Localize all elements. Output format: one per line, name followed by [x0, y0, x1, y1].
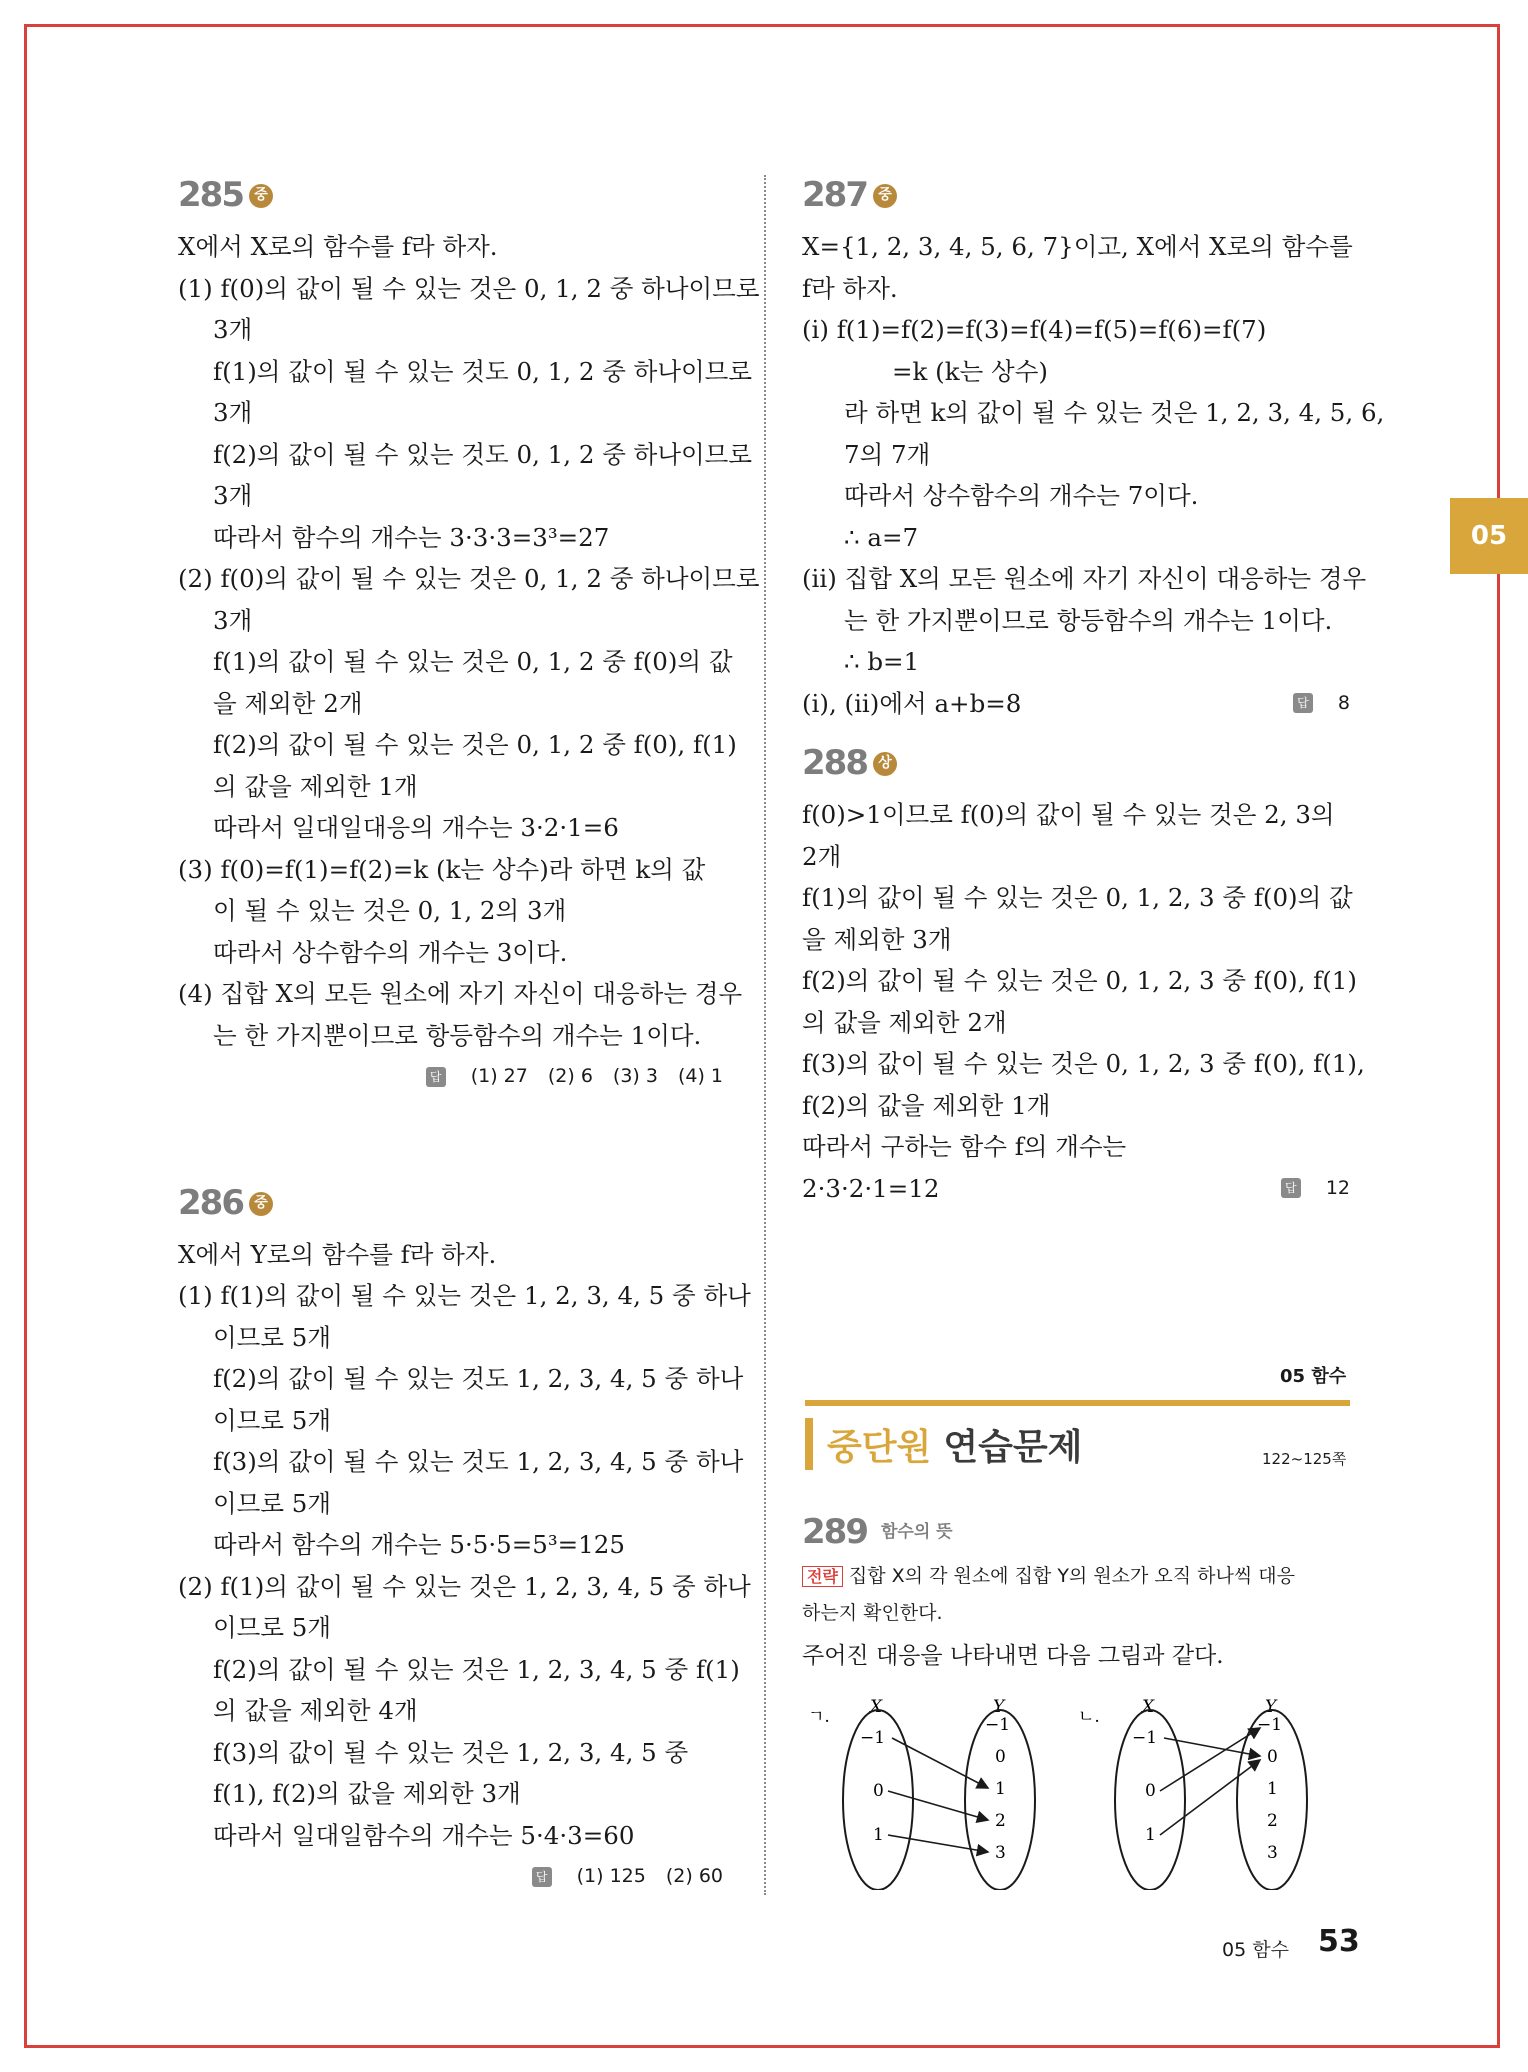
solution-line: 7의 7개 — [844, 439, 931, 469]
solution-line: 따라서 상수함수의 개수는 7이다. — [844, 481, 1199, 510]
answer-288 — [1281, 1168, 1350, 1210]
solution-line: =k (k는 상수) — [892, 356, 1048, 386]
solution-line: 의 값을 제외한 2개 — [802, 1007, 1007, 1037]
solution-line: 는 한 가지뿐이므로 항등함수의 개수는 1이다. — [844, 605, 1333, 635]
answer-mark-icon: 답 — [1281, 1178, 1301, 1198]
answer-part: (2) 6 — [547, 1065, 593, 1087]
answer-mark-icon: 답 — [1293, 693, 1313, 713]
x-element: 1 — [1145, 1825, 1156, 1845]
right-column — [802, 170, 1385, 1209]
set-y-label: Y — [1265, 1697, 1277, 1717]
problem-number: 286 — [178, 1182, 243, 1223]
solution-line: 따라서 함수의 개수는 3·3·3=3³=27 — [213, 522, 610, 552]
solution-line: f(2)의 값이 될 수 있는 것은 0, 1, 2, 3 중 f(0), f(1) — [802, 966, 1357, 995]
answer-287 — [1293, 683, 1350, 725]
answer-part: (1) 125 — [576, 1865, 646, 1887]
solution-line: f(1)의 값이 될 수 있는 것은 0, 1, 2, 3 중 f(0)의 값 — [802, 883, 1353, 912]
y-element: 0 — [1267, 1747, 1278, 1767]
solution-line: 3개 — [213, 605, 253, 635]
y-element: 2 — [1267, 1811, 1278, 1831]
strategy-text: 하는지 확인한다. — [802, 1602, 943, 1624]
answer-part: 8 — [1337, 691, 1350, 714]
problem-289-header — [802, 1510, 1352, 1554]
solution-line: 이므로 5개 — [213, 1488, 332, 1518]
section-title-accent: 중단원 — [827, 1426, 932, 1468]
answer-part: (2) 60 — [665, 1865, 723, 1887]
diagram-label: ㄱ. — [808, 1707, 830, 1727]
y-element: 2 — [995, 1811, 1006, 1831]
solution-line: 따라서 일대일대응의 개수는 3·2·1=6 — [213, 813, 619, 842]
problem-number: 289 — [802, 1512, 867, 1552]
answer-mark-icon: 답 — [426, 1067, 446, 1087]
solution-line: f(2)의 값이 될 수 있는 것은 1, 2, 3, 4, 5 중 f(1) — [213, 1654, 740, 1684]
problem-tag: 함수의 뜻 — [880, 1522, 953, 1542]
problem-289 — [802, 1510, 1352, 1675]
solution-line: 3개 — [213, 398, 253, 427]
diagram-a — [808, 1697, 1035, 1890]
answer-part: 12 — [1325, 1176, 1350, 1199]
diagram-b — [1078, 1697, 1307, 1890]
answer-part: (3) 3 — [612, 1065, 658, 1087]
x-element: −1 — [860, 1728, 886, 1748]
x-element: 0 — [873, 1781, 884, 1801]
solution-line: f(1)의 값이 될 수 있는 것은 0, 1, 2 중 f(0)의 값 — [213, 647, 733, 676]
y-element: −1 — [1257, 1715, 1283, 1735]
y-element: 1 — [995, 1779, 1006, 1799]
solution-line: f(2)의 값이 될 수 있는 것도 0, 1, 2 중 하나이므로 — [213, 439, 752, 469]
left-column — [178, 170, 760, 1898]
p288-conclusion-row — [802, 1168, 1350, 1210]
solution-line: f(1)의 값이 될 수 있는 것도 0, 1, 2 중 하나이므로 — [213, 356, 752, 386]
solution-line: (1) f(0)의 값이 될 수 있는 것은 0, 1, 2 중 하나이므로 — [178, 273, 760, 303]
difficulty-badge: 상 — [873, 752, 897, 776]
solution-line: (i) f(1)=f(2)=f(3)=f(4)=f(5)=f(6)=f(7) — [802, 315, 1267, 344]
solution-line: f(3)의 값이 될 수 있는 것도 1, 2, 3, 4, 5 중 하나 — [213, 1447, 744, 1476]
footer-chapter-label: 05 함수 — [1222, 1939, 1289, 1961]
x-element: 1 — [873, 1825, 884, 1845]
solution-line: f라 하자. — [802, 273, 898, 303]
problem-number: 285 — [178, 175, 243, 216]
set-x-label: X — [870, 1697, 883, 1717]
strategy-label: 전략 — [802, 1566, 843, 1587]
answer-mark-icon: 답 — [532, 1867, 552, 1887]
section-pages: 122~125쪽 — [1262, 1450, 1347, 1468]
solution-line: (1) f(1)의 값이 될 수 있는 것은 1, 2, 3, 4, 5 중 하나 — [178, 1281, 751, 1310]
mapping-arrow — [892, 1738, 988, 1788]
solution-line: f(1), f(2)의 값을 제외한 3개 — [213, 1779, 521, 1808]
chapter-label: 05 함수 — [1280, 1366, 1347, 1387]
solution-line: (i), (ii)에서 a+b=8 — [802, 688, 1022, 718]
solution-line: f(3)의 값이 될 수 있는 것은 1, 2, 3, 4, 5 중 — [213, 1737, 689, 1767]
solution-line: (2) f(0)의 값이 될 수 있는 것은 0, 1, 2 중 하나이므로 — [178, 564, 760, 593]
problem-287-header — [802, 170, 1350, 222]
solution-line: f(3)의 값이 될 수 있는 것은 0, 1, 2, 3 중 f(0), f(1), — [802, 1049, 1365, 1078]
solution-line: 이므로 5개 — [213, 1322, 332, 1352]
answer-part: (1) 27 — [470, 1065, 528, 1087]
solution-line: (3) f(0)=f(1)=f(2)=k (k는 상수)라 하면 k의 값 — [178, 854, 706, 884]
solution-line: 따라서 일대일함수의 개수는 5·4·3=60 — [213, 1820, 635, 1850]
mapping-arrow — [1160, 1760, 1260, 1835]
solution-line: 이므로 5개 — [213, 1613, 332, 1642]
solution-line: 의 값을 제외한 4개 — [213, 1696, 418, 1725]
difficulty-badge: 중 — [249, 184, 273, 208]
solution-line: 는 한 가지뿐이므로 항등함수의 개수는 1이다. — [213, 1020, 702, 1050]
y-element: 1 — [1267, 1779, 1278, 1799]
given-text: 주어진 대응을 나타내면 다음 그림과 같다. — [802, 1643, 1224, 1669]
difficulty-badge: 중 — [249, 1192, 273, 1216]
solution-line: 따라서 상수함수의 개수는 3이다. — [213, 937, 568, 967]
solution-line: f(2)의 값이 될 수 있는 것은 0, 1, 2 중 f(0), f(1) — [213, 730, 737, 759]
set-y-label: Y — [993, 1697, 1005, 1717]
solution-line: 2개 — [802, 841, 842, 871]
solution-line: (ii) 집합 X의 모든 원소에 자기 자신이 대응하는 경우 — [802, 564, 1367, 593]
column-divider — [764, 175, 766, 1895]
y-element: 3 — [1267, 1843, 1278, 1863]
problem-285-header — [178, 170, 723, 222]
solution-line: 이 될 수 있는 것은 0, 1, 2의 3개 — [213, 896, 567, 925]
problem-number: 287 — [802, 175, 867, 216]
problem-288-header — [802, 738, 1350, 790]
answer-part: (4) 1 — [677, 1065, 723, 1087]
solution-line: 2·3·2·1=12 — [802, 1173, 940, 1203]
difficulty-badge: 중 — [873, 184, 897, 208]
mapping-arrow — [888, 1835, 988, 1852]
x-element: −1 — [1132, 1728, 1158, 1748]
solution-line: (2) f(1)의 값이 될 수 있는 것은 1, 2, 3, 4, 5 중 하나 — [178, 1571, 751, 1601]
section-title-main: 연습문제 — [943, 1426, 1083, 1468]
y-element: −1 — [985, 1715, 1011, 1735]
y-element: 0 — [995, 1747, 1006, 1767]
problem-286-header — [178, 1178, 723, 1230]
set-x-label: X — [1142, 1697, 1155, 1717]
solution-line: X에서 Y로의 함수를 f라 하자. — [178, 1239, 497, 1269]
answer-286 — [178, 1856, 723, 1898]
solution-line: 3개 — [213, 481, 253, 510]
solution-line: ∴ a=7 — [844, 522, 919, 552]
solution-line: 을 제외한 3개 — [802, 924, 952, 954]
solution-line: 따라서 구하는 함수 f의 개수는 — [802, 1132, 1127, 1161]
solution-line: 의 값을 제외한 1개 — [213, 771, 418, 801]
solution-line: f(0)>1이므로 f(0)의 값이 될 수 있는 것은 2, 3의 — [802, 800, 1335, 829]
mapping-diagrams — [800, 1690, 1350, 1890]
mapping-arrow — [888, 1791, 988, 1820]
page-number: 53 — [1318, 1924, 1360, 1959]
solution-line: X에서 X로의 함수를 f라 하자. — [178, 232, 498, 261]
strategy-text: 집합 X의 각 원소에 집합 Y의 원소가 오직 하나씩 대응 — [848, 1565, 1295, 1587]
x-element: 0 — [1145, 1781, 1156, 1801]
problem-number: 288 — [802, 743, 867, 784]
solution-line: f(2)의 값이 될 수 있는 것도 1, 2, 3, 4, 5 중 하나 — [213, 1364, 744, 1393]
solution-line: X={1, 2, 3, 4, 5, 6, 7}이고, X에서 X로의 함수를 — [802, 232, 1353, 261]
diagram-label: ㄴ. — [1078, 1707, 1100, 1727]
y-element: 3 — [995, 1843, 1006, 1863]
answer-285 — [178, 1056, 723, 1098]
solution-line: 따라서 함수의 개수는 5·5·5=5³=125 — [213, 1530, 625, 1559]
p287-conclusion-row — [802, 683, 1350, 725]
solution-line: (4) 집합 X의 모든 원소에 자기 자신이 대응하는 경우 — [178, 979, 743, 1008]
solution-line: ∴ b=1 — [844, 647, 920, 676]
set-y-ellipse — [965, 1710, 1035, 1890]
solution-line: 라 하면 k의 값이 될 수 있는 것은 1, 2, 3, 4, 5, 6, — [844, 398, 1385, 427]
solution-line: f(2)의 값을 제외한 1개 — [802, 1090, 1051, 1120]
section-title — [805, 1418, 1082, 1470]
solution-line: 3개 — [213, 315, 253, 344]
chapter-side-tab: 05 — [1450, 498, 1528, 574]
strategy-line — [802, 1558, 1352, 1595]
solution-line: 이므로 5개 — [213, 1405, 332, 1435]
solution-line: 을 제외한 2개 — [213, 688, 363, 718]
section-bar — [805, 1400, 1350, 1406]
set-y-ellipse — [1237, 1710, 1307, 1890]
